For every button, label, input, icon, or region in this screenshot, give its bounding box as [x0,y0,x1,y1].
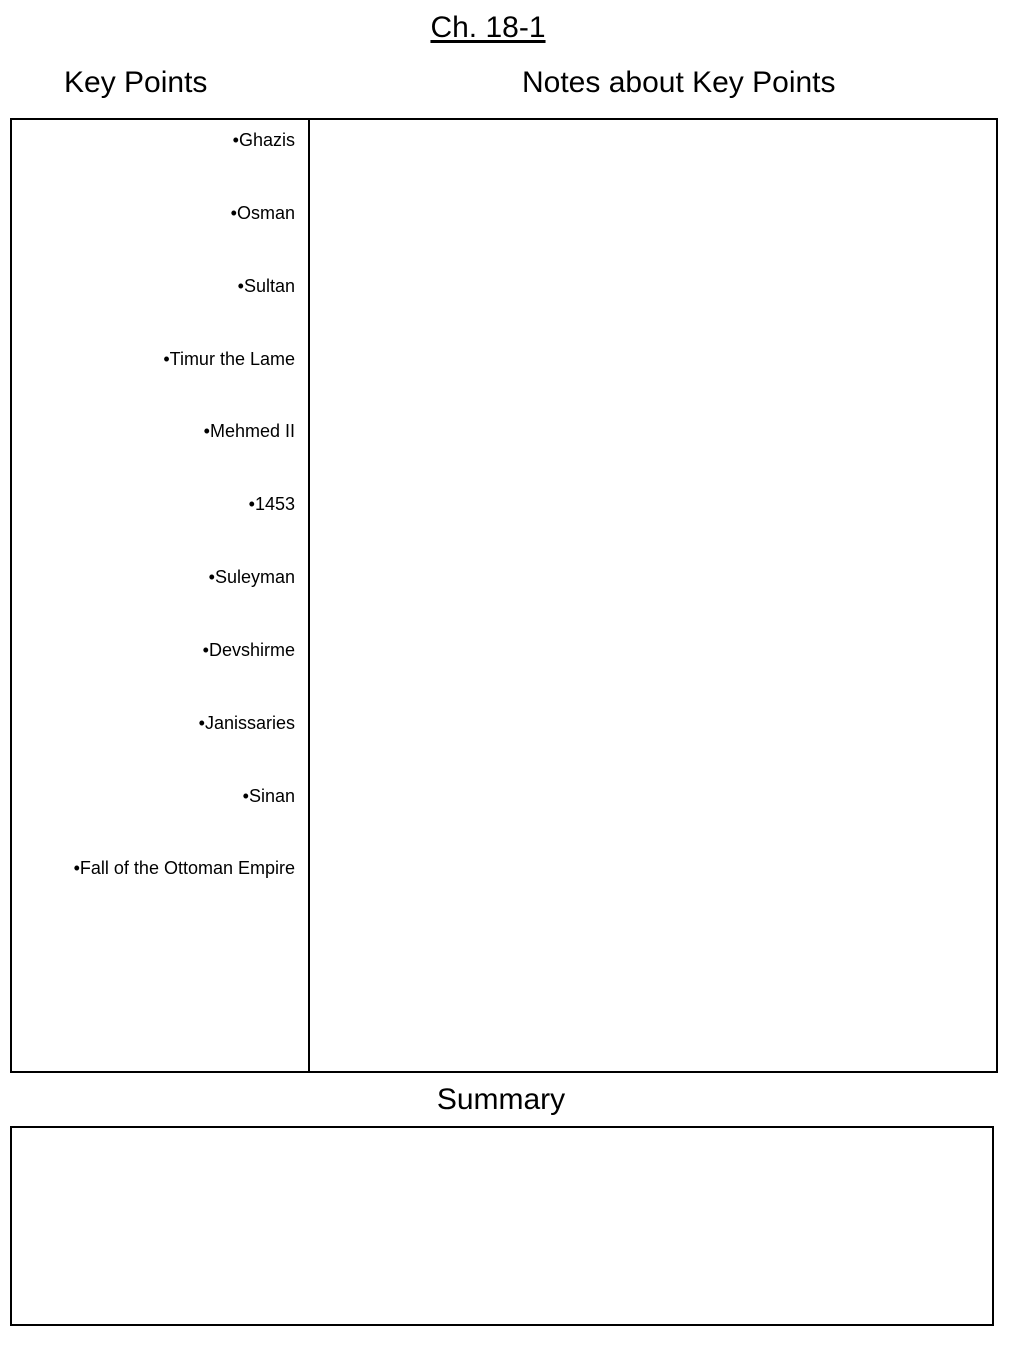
key-point-item: •Devshirme [202,640,295,660]
page-title: Ch. 18-1 [430,11,546,44]
notes-heading: Notes about Key Points [522,66,836,99]
key-point-item: •Timur the Lame [163,349,295,369]
key-point-item: •Janissaries [198,713,295,733]
summary-box[interactable] [10,1126,994,1326]
key-point-item: •Ghazis [232,130,295,150]
key-point-item: •Sultan [237,276,295,296]
summary-heading: Summary [436,1083,566,1116]
key-point-item: •Fall of the Ottoman Empire [73,858,295,878]
key-points-column [12,120,310,1071]
key-point-item: •Sinan [242,786,295,806]
key-point-item: •Suleyman [208,567,295,587]
notes-column[interactable] [310,120,996,1071]
key-point-item: •1453 [248,494,295,514]
notes-table [10,118,998,1073]
key-points-heading: Key Points [64,66,208,99]
key-point-item: •Osman [230,203,295,223]
key-point-item: •Mehmed II [203,421,295,441]
